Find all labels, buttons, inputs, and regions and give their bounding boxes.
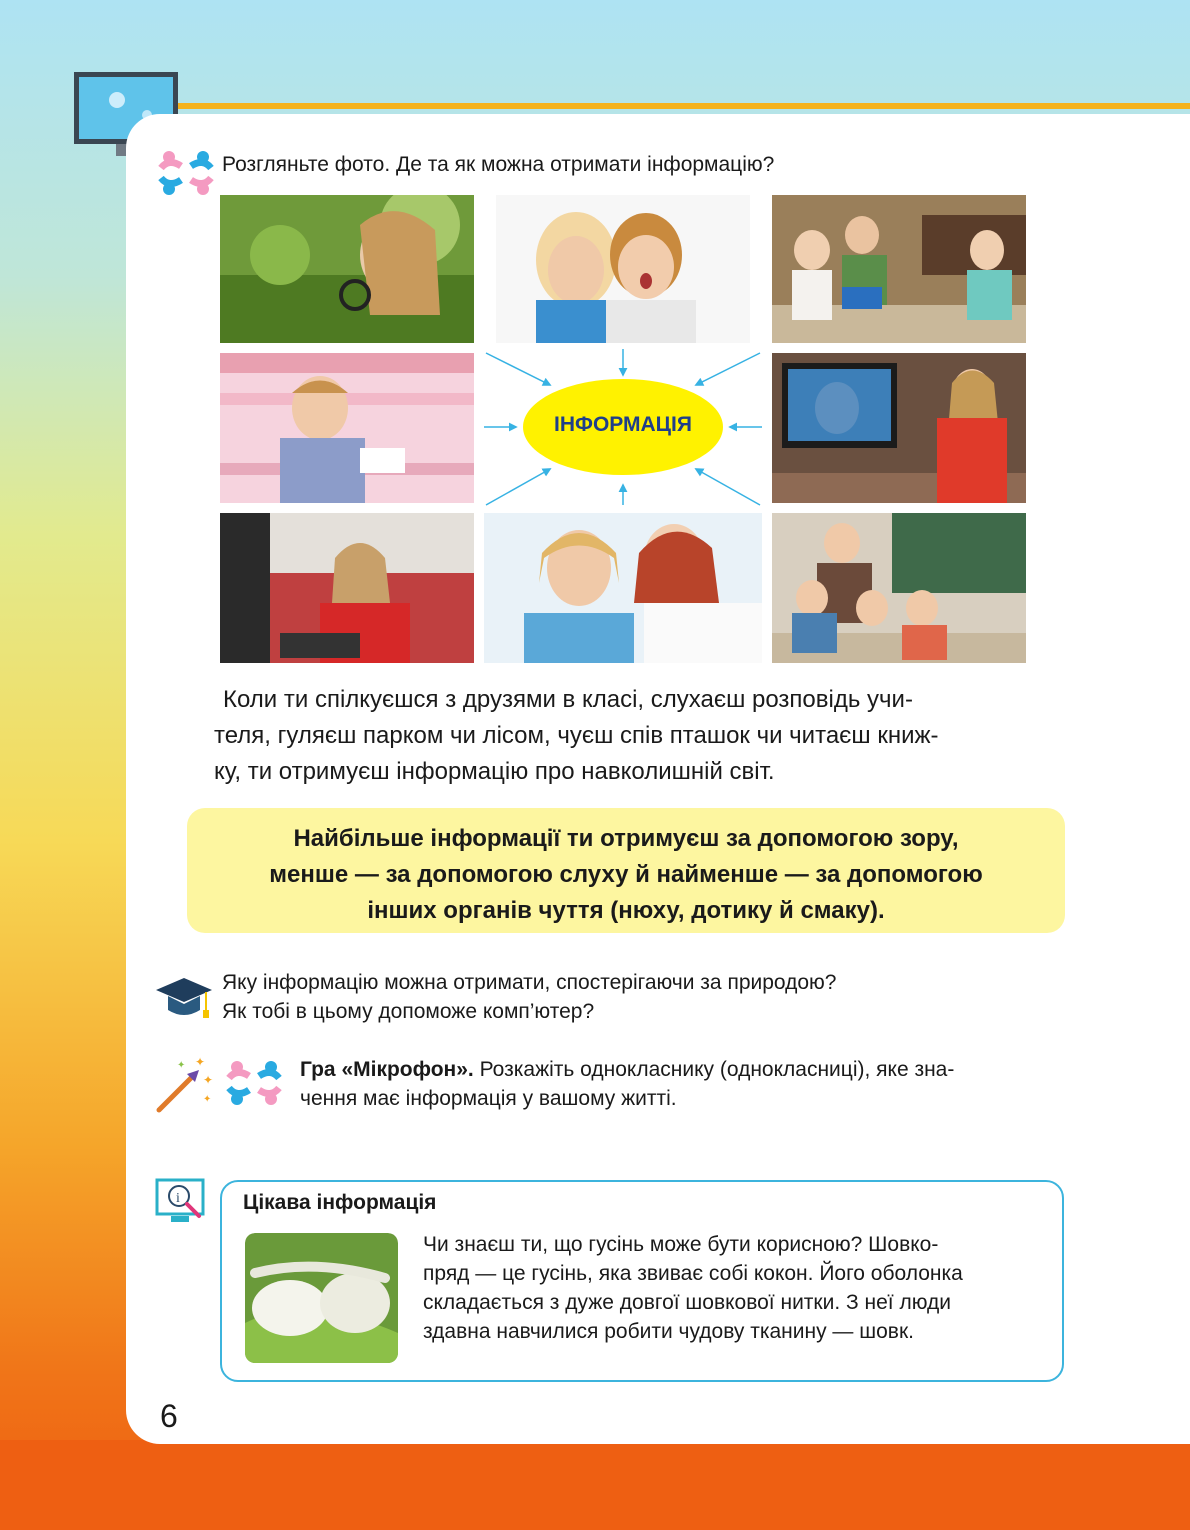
top-line	[165, 103, 1190, 109]
page-number: 6	[160, 1398, 178, 1434]
rule-line-1: Найбільше інформації ти отримуєш за допомогою зору,	[293, 825, 959, 852]
info-box-text	[423, 1230, 1053, 1346]
photo-girl-doctor	[484, 513, 762, 663]
photo-children-whisper	[496, 195, 750, 343]
game-title: Гра «Мікрофон».	[300, 1058, 474, 1081]
paragraph-line-3: ку, ти отримуєш інформацію про навколишній світ.	[214, 758, 775, 785]
photo-classroom-teacher	[772, 513, 1026, 663]
info-line-4: здавна навчилися робити чудову тканину — шовк.	[423, 1320, 914, 1343]
group-work-icon	[157, 144, 215, 202]
info-magnifier-icon	[155, 1178, 211, 1228]
photo-girl-magnifier	[220, 195, 474, 343]
information-label: ІНФОРМАЦІЯ	[554, 413, 692, 436]
info-line-3: складається з дуже довгої шовкової нитки. З неї люди	[423, 1291, 951, 1314]
rule-line-2: менше — за допомогою слуху й найменше — за допомогою	[269, 861, 983, 888]
svg-text:✦: ✦	[195, 1055, 206, 1069]
svg-text:✦: ✦	[203, 1094, 212, 1105]
bottom-band	[0, 1440, 1190, 1530]
game-text-line-2: чення має інформація у вашому житті.	[300, 1087, 677, 1110]
main-paragraph	[214, 682, 1068, 790]
photo-girl-tv	[772, 353, 1026, 503]
paragraph-line-2: теля, гуляєш парком чи лісом, чуєш спів пташок чи читаєш книж-	[214, 722, 939, 749]
photo-girl-computer	[220, 513, 474, 663]
magic-brush-icon	[155, 1054, 215, 1114]
game-text-line-1: Розкажіть однокласнику (однокласниці), яке зна-	[473, 1058, 955, 1081]
svg-text:i: i	[176, 1191, 180, 1206]
photo-boy-store	[220, 353, 474, 503]
svg-text:✦: ✦	[177, 1060, 186, 1071]
key-rule-box	[187, 808, 1065, 933]
info-box-title: Цікава інформація	[243, 1191, 437, 1214]
photo-question: Розгляньте фото. Де та як можна отримати інформацію?	[222, 153, 775, 176]
photo-children-reading	[772, 195, 1026, 343]
task-questions	[222, 968, 837, 1026]
rule-line-3: інших органів чуття (нюху, дотику й смаку).	[367, 897, 885, 924]
task-question-1: Яку інформацію можна отримати, спостерігаючи за природою?	[222, 971, 837, 994]
silkworm-photo	[245, 1233, 398, 1363]
group-work-icon-2	[225, 1054, 283, 1112]
graduation-cap-icon	[154, 976, 214, 1022]
svg-text:✦: ✦	[203, 1073, 214, 1087]
info-line-1: Чи знаєш ти, що гусінь може бути корисною? Шовко-	[423, 1233, 939, 1256]
paragraph-line-1: Коли ти спілкуєшся з друзями в класі, слухаєш розповідь учи-	[223, 686, 913, 713]
info-line-2: пряд — це гусінь, яка звиває собі кокон. Його оболонка	[423, 1262, 963, 1285]
game-task	[300, 1055, 1065, 1113]
task-question-2: Як тобі в цьому допоможе комп’ютер?	[222, 1000, 595, 1023]
